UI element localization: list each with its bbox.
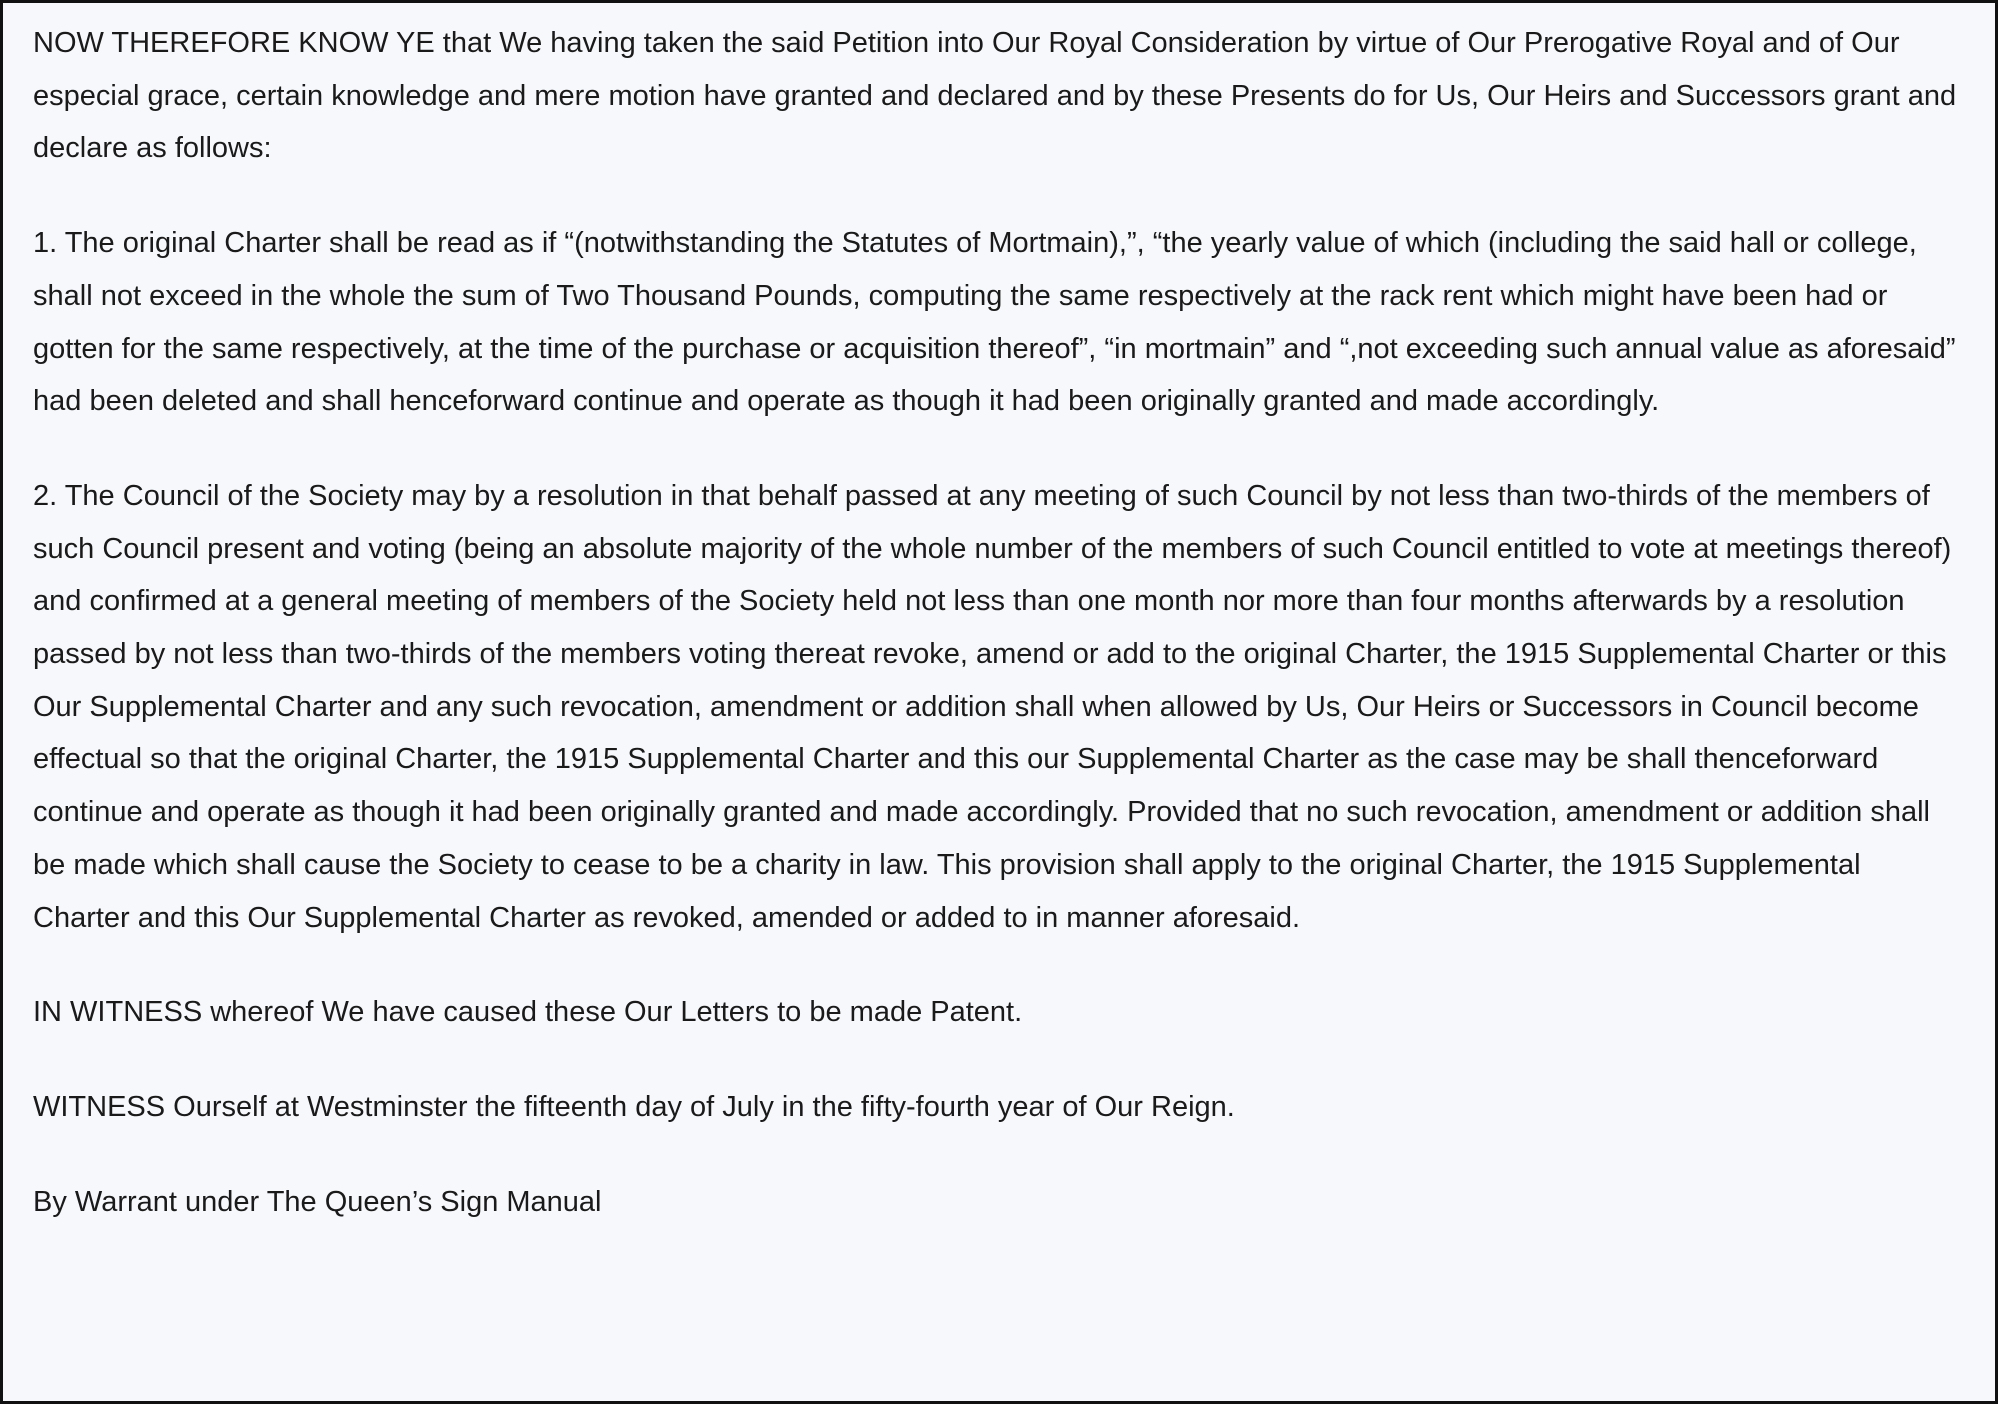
preamble-paragraph: NOW THEREFORE KNOW YE that We having taken the said Petition into Our Royal Consideration by virtue of Our Prerogative Royal and of Our especial grace, certain knowledge and mere motion have granted and declared and by these Presents do for Us, Our Heirs and Successors grant and declare as follows: [33, 27, 1957, 165]
witness-clause-paragraph: IN WITNESS whereof We have caused these Our Letters to be made Patent. [33, 996, 1023, 1029]
warrant-paragraph: By Warrant under The Queen’s Sign Manual [33, 1185, 602, 1218]
clause-1-paragraph: 1. The original Charter shall be read as if “(notwithstanding the Statutes of Mortmain),”, “the yearly value of which (including the said hall or college, shall not exceed in the whole the sum of Two Thousand Pounds, computing the same respectively at the rack rent which might have been had or gotten for the same respectively, at the time of the purchase or acquisition thereof”, “in mortmain” and “,not exceeding such annual value as aforesaid” had been deleted and shall henceforward continue and operate as though it had been originally granted and made accordingly. [33, 227, 1956, 418]
clause-2-paragraph: 2. The Council of the Society may by a resolution in that behalf passed at any meeting of such Council by not less than two-thirds of the members of such Council present and voting (being an absolute majority of the whole number of the members of such Council entitled to vote at meetings thereof) and confirmed at a general meeting of members of the Society held not less than one month nor more than four months afterwards by a resolution passed by not less than two-thirds of the members voting thereat revoke, amend or add to the original Charter, the 1915 Supplemental Charter or this Our Supplemental Charter and any such revocation, amendment or addition shall when allowed by Us, Our Heirs or Successors in Council become effectual so that the original Charter, the 1915 Supplemental Charter and this our Supplemental Charter as the case may be shall thenceforward continue and operate as though it had been originally granted and made accordingly. Provided that no such revocation, amendment or addition shall be made which shall cause the Society to cease to be a charity in law. This provision shall apply to the original Charter, the 1915 Supplemental Charter and this Our Supplemental Charter as revoked, amended or added to in manner aforesaid. [33, 479, 1952, 934]
witness-date-paragraph: WITNESS Ourself at Westminster the fifteenth day of July in the fifty-fourth year of Our Reign. [33, 1090, 1235, 1123]
